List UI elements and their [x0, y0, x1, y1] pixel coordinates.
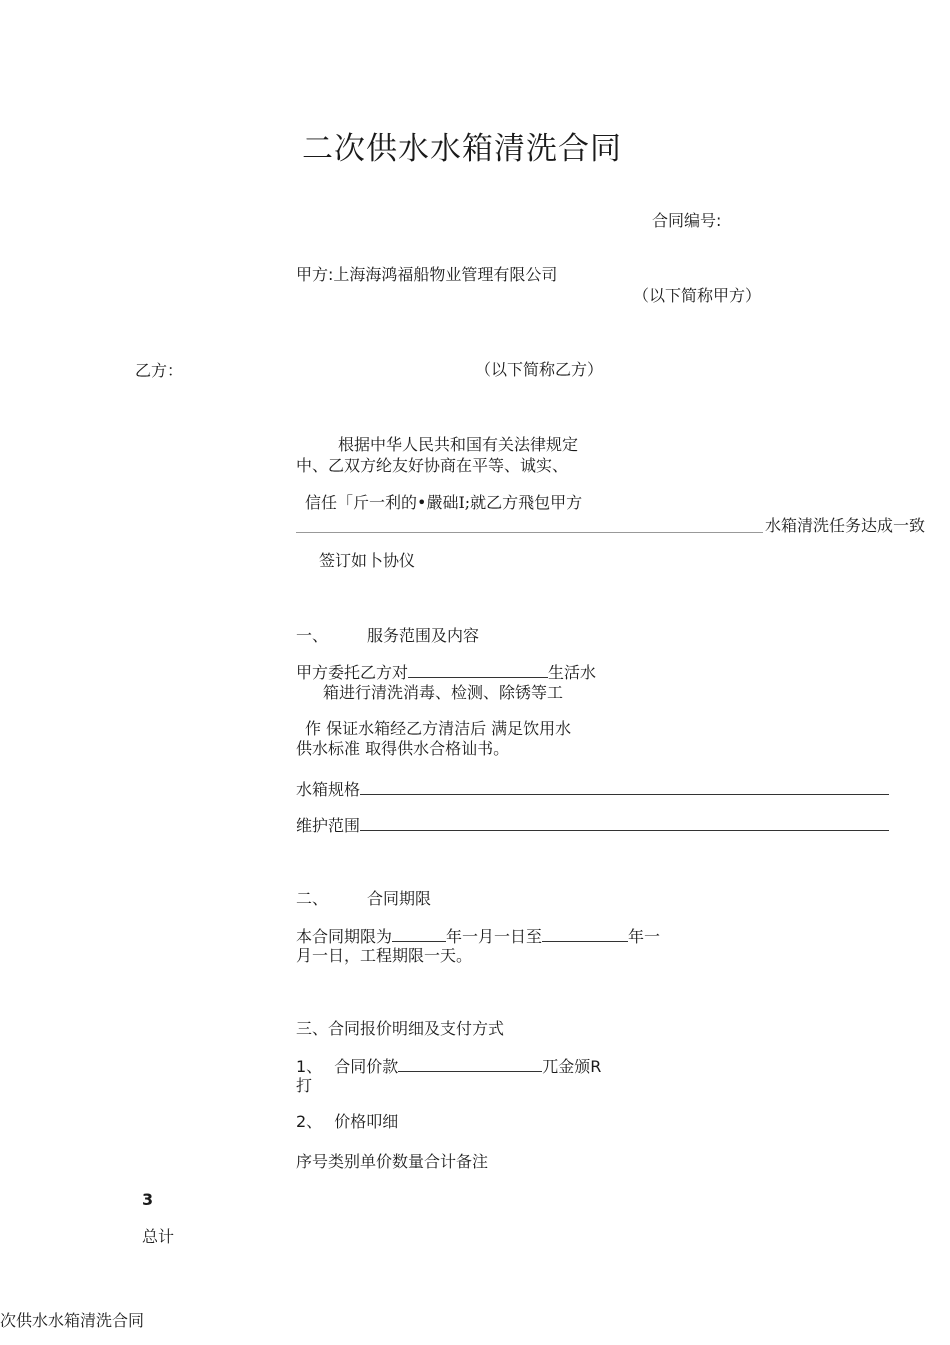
price-table-header: 序号类别单价数量合计备注: [296, 1152, 489, 1171]
party-b-note: （以下简称乙方）: [475, 360, 604, 379]
tank-spec-label: 水箱规格: [296, 780, 361, 799]
section-2-paragraph: [296, 926, 660, 947]
intro-blank-line: [296, 532, 763, 533]
section-2-number: 二、: [296, 889, 329, 908]
price-item-1-tail: 兀金颁R: [542, 1057, 602, 1076]
party-a-note: （以下简称甲方）: [633, 286, 762, 305]
section-1-paragraph-2-line-2: 供水标准 取得供水合格讪书。: [296, 739, 510, 758]
intro-line-3: 信任「斤一利的•嚴础Ⅰ;就乙方飛包甲方: [305, 493, 583, 512]
term-start-year-blank: [392, 926, 446, 942]
tank-spec-row: [296, 779, 889, 800]
section-2-paragraph-line-2: 月一日，工程期限一天。: [296, 946, 473, 965]
intro-line-4-tail: 水箱清洗任务达成一致: [765, 516, 926, 535]
section-1-paragraph-1-line-2: 箱进行清洗消毒、检测、除锈等工: [323, 683, 564, 702]
term-start-text: 本合同期限为: [296, 927, 393, 946]
section-2-heading: 合同期限: [367, 889, 432, 908]
section-1-p1-end: 生活水: [548, 663, 597, 682]
price-item-2-label: 价格叩细: [334, 1112, 399, 1131]
section-1-heading: 服务范围及内容: [367, 626, 480, 645]
price-item-1: [296, 1056, 601, 1077]
contract-number-label: 合同编号:: [652, 211, 722, 230]
intro-line-2: 中、乙双方纶友好协商在平等、诚实、: [296, 456, 569, 475]
contract-price-blank: [398, 1056, 542, 1072]
section-1-paragraph-1: [296, 662, 596, 683]
intro-line-1: 根据中华人民共和国有关法律规定: [338, 435, 579, 454]
maintenance-scope-row: [296, 815, 889, 836]
party-a: 甲方:上海海鸿福船物业管理有限公司: [296, 265, 558, 284]
service-object-blank: [408, 662, 548, 678]
price-item-1-number: 1、: [296, 1057, 323, 1076]
section-1-paragraph-2-line-1: 作 保证水箱经乙方清洁后 满足饮用水: [305, 719, 572, 738]
price-table-total-label: 总计: [142, 1227, 175, 1246]
term-end-text: 年一: [628, 927, 661, 946]
section-1-p1-start: 甲方委托乙方对: [296, 663, 409, 682]
term-end-year-blank: [542, 926, 628, 942]
term-middle-text: 年一月一日至: [446, 927, 543, 946]
intro-line-5: 签订如卜协仪: [319, 551, 416, 570]
tank-spec-blank: [360, 779, 889, 795]
price-table-row-number: 3: [142, 1190, 154, 1209]
maintenance-scope-label: 维护范围: [296, 816, 361, 835]
price-item-1-label: 合同价款: [334, 1057, 399, 1076]
section-3-heading: 三、合同报价明细及支付方式: [296, 1019, 505, 1038]
footer-title: 次供水水箱清洗合同: [0, 1311, 145, 1330]
price-item-2: [296, 1112, 398, 1132]
maintenance-scope-blank: [360, 815, 889, 831]
document-title: 二次供水水箱清洗合同: [302, 131, 622, 167]
price-item-1-line-2: 打: [296, 1076, 313, 1095]
price-item-2-number: 2、: [296, 1112, 323, 1131]
party-b: 乙方：: [135, 361, 184, 380]
section-1-number: 一、: [296, 626, 329, 645]
